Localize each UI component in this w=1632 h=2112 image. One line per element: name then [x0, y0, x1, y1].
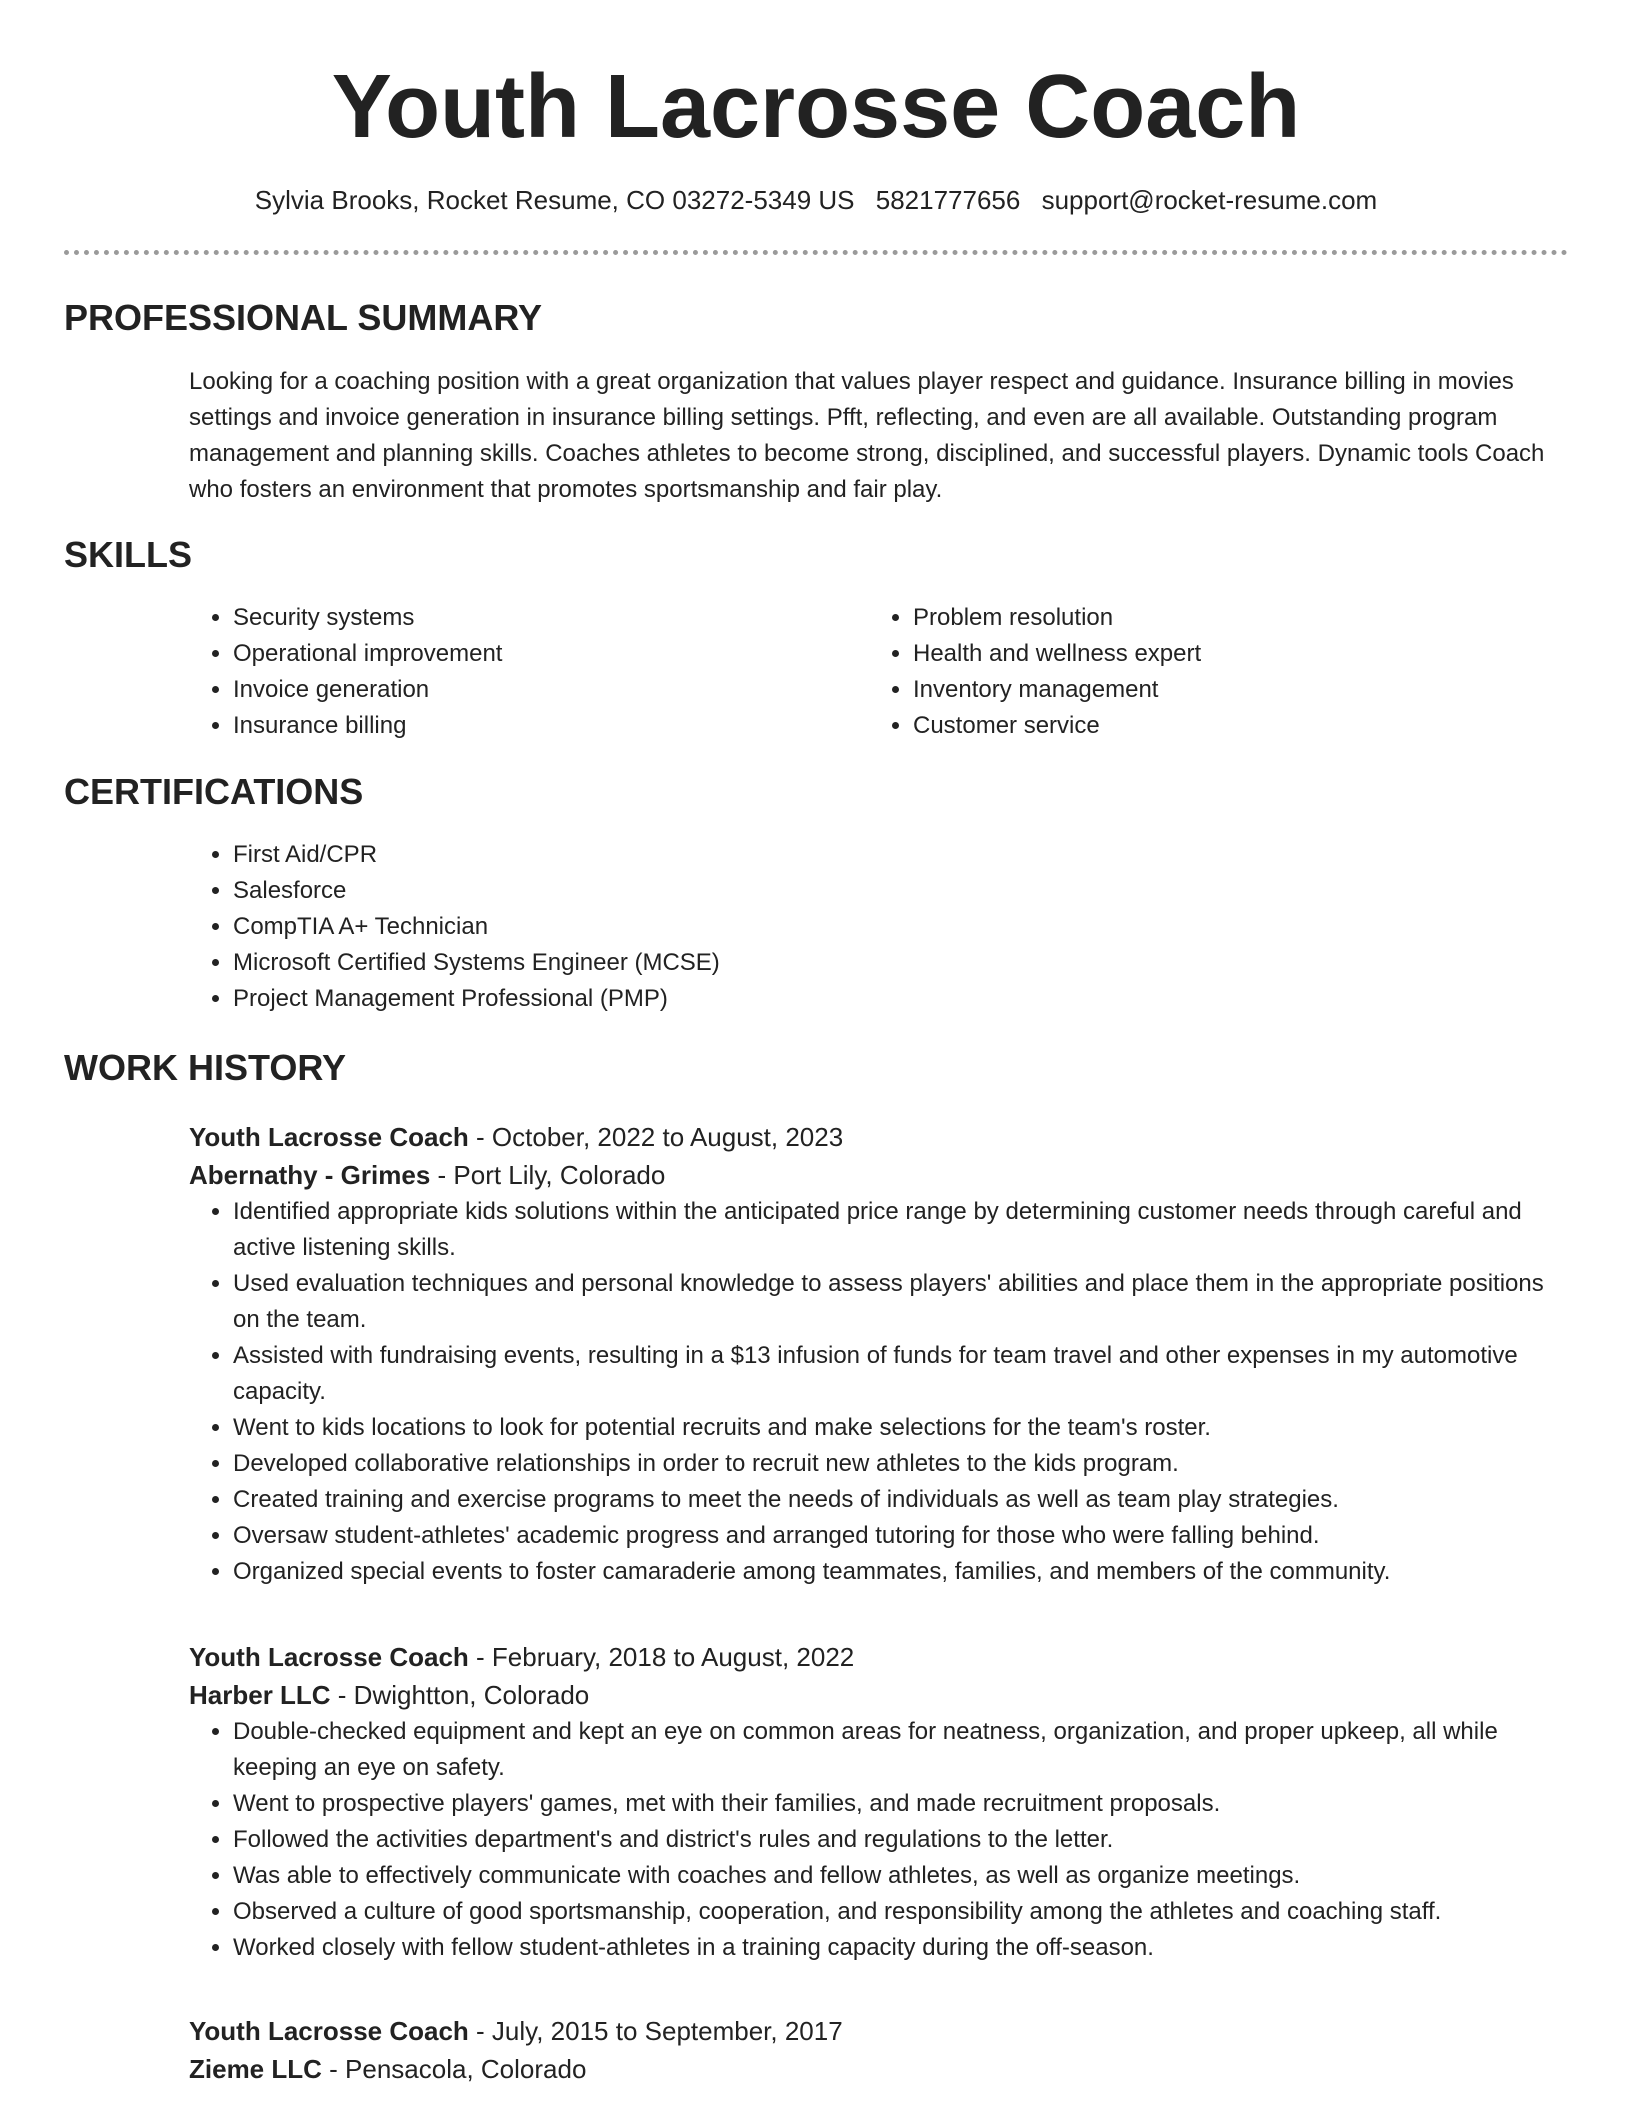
skills-heading: SKILLS — [64, 534, 193, 575]
job-title-line — [189, 1638, 1571, 1676]
skills-column-right — [869, 600, 1549, 744]
skill-item: • Invoice generation — [233, 672, 869, 708]
summary-text: Looking for a coaching position with a great organization that values player respect and guidance. Insurance billing in movies settings and invoice generation in insurance billing settings. Pfft, reflecting, and even are all available. Outstanding program management and planning skills. Coaches athletes to become strong, disciplined, and successful players. Dynamic tools Coach who fosters an environment that promotes sportsmanship and fair play. — [189, 368, 1545, 503]
job-bullet: • Followed the activities department's and district's rules and regulations to the letter. — [233, 1822, 1571, 1858]
contact-phone: 5821777656 — [875, 185, 1021, 215]
skill-item: • Insurance billing — [233, 708, 869, 744]
job-title-line — [189, 1118, 1571, 1156]
job-bullet: • Went to prospective players' games, met with their families, and made recruitment proposals. — [233, 1786, 1571, 1822]
certifications-section — [189, 837, 1571, 1017]
job-location: - Dwightton, Colorado — [330, 1680, 590, 1710]
resume-title: Youth Lacrosse Coach — [331, 57, 1301, 157]
job-entry — [189, 1118, 1571, 1590]
skill-item: • Customer service — [913, 708, 1549, 744]
summary-heading: PROFESSIONAL SUMMARY — [64, 297, 543, 338]
job-company-line — [189, 1156, 1571, 1194]
job-company: Zieme LLC — [189, 2054, 322, 2084]
job-bullet: • Organized special events to foster camaraderie among teammates, families, and members of the community. — [233, 1554, 1571, 1590]
job-bullet: • Identified appropriate kids solutions within the anticipated price range by determining customer needs through careful and active listening skills. — [233, 1194, 1571, 1266]
job-bullet: • Observed a culture of good sportsmanship, cooperation, and responsibility among the athletes and coaching staff. — [233, 1894, 1571, 1930]
skill-item: • Inventory management — [913, 672, 1549, 708]
job-bullet: • Went to kids locations to look for potential recruits and make selections for the team's roster. — [233, 1410, 1571, 1446]
skill-item: • Operational improvement — [233, 636, 869, 672]
job-dates: - July, 2015 to September, 2017 — [468, 2016, 843, 2046]
certification-item: • First Aid/CPR — [233, 837, 1571, 873]
job-bullet: • Used evaluation techniques and personal knowledge to assess players' abilities and place them in the appropriate positions on the team. — [233, 1266, 1571, 1338]
job-company: Abernathy - Grimes — [189, 1160, 431, 1190]
job-bullet: • Assisted with fundraising events, resulting in a $13 infusion of funds for team travel and other expenses in my automotive capacity. — [233, 1338, 1571, 1410]
job-bullets — [189, 1194, 1571, 1590]
skill-item: • Problem resolution — [913, 600, 1549, 636]
certifications-heading: CERTIFICATIONS — [64, 771, 364, 812]
summary-section — [189, 364, 1571, 508]
job-title: Youth Lacrosse Coach — [189, 1642, 469, 1672]
job-entry — [189, 2012, 1571, 2088]
certification-item: • Salesforce — [233, 873, 1571, 909]
job-bullets — [189, 1714, 1571, 1966]
job-bullet: • Worked closely with fellow student-athletes in a training capacity during the off-season. — [233, 1930, 1571, 1966]
job-dates: - February, 2018 to August, 2022 — [468, 1642, 855, 1672]
job-bullet: • Developed collaborative relationships in order to recruit new athletes to the kids program. — [233, 1446, 1571, 1482]
job-company: Harber LLC — [189, 1680, 331, 1710]
job-bullet: • Was able to effectively communicate with coaches and fellow athletes, as well as organize meetings. — [233, 1858, 1571, 1894]
contact-address: Sylvia Brooks, Rocket Resume, CO 03272-5349 US — [254, 185, 855, 215]
skills-column-left — [189, 600, 869, 744]
contact-line — [0, 182, 1632, 218]
job-dates: - October, 2022 to August, 2023 — [468, 1122, 844, 1152]
certification-item: • Project Management Professional (PMP) — [233, 981, 1571, 1017]
skill-item: • Security systems — [233, 600, 869, 636]
job-entry — [189, 1638, 1571, 1966]
skills-section — [189, 600, 1571, 744]
work-history-heading: WORK HISTORY — [64, 1047, 347, 1088]
job-title: Youth Lacrosse Coach — [189, 2016, 469, 2046]
certification-item: • CompTIA A+ Technician — [233, 909, 1571, 945]
skill-item: • Health and wellness expert — [913, 636, 1549, 672]
job-bullet: • Double-checked equipment and kept an eye on common areas for neatness, organization, and proper upkeep, all while keeping an eye on safety. — [233, 1714, 1571, 1786]
job-location: - Port Lily, Colorado — [430, 1160, 666, 1190]
job-company-line — [189, 2050, 1571, 2088]
job-bullet: • Created training and exercise programs to meet the needs of individuals as well as team play strategies. — [233, 1482, 1571, 1518]
certification-item: • Microsoft Certified Systems Engineer (MCSE) — [233, 945, 1571, 981]
job-bullet: • Oversaw student-athletes' academic progress and arranged tutoring for those who were falling behind. — [233, 1518, 1571, 1554]
job-title-line — [189, 2012, 1571, 2050]
job-location: - Pensacola, Colorado — [321, 2054, 587, 2084]
header-divider — [64, 250, 1568, 255]
job-company-line — [189, 1676, 1571, 1714]
job-title: Youth Lacrosse Coach — [189, 1122, 469, 1152]
contact-email: support@rocket-resume.com — [1041, 185, 1378, 215]
